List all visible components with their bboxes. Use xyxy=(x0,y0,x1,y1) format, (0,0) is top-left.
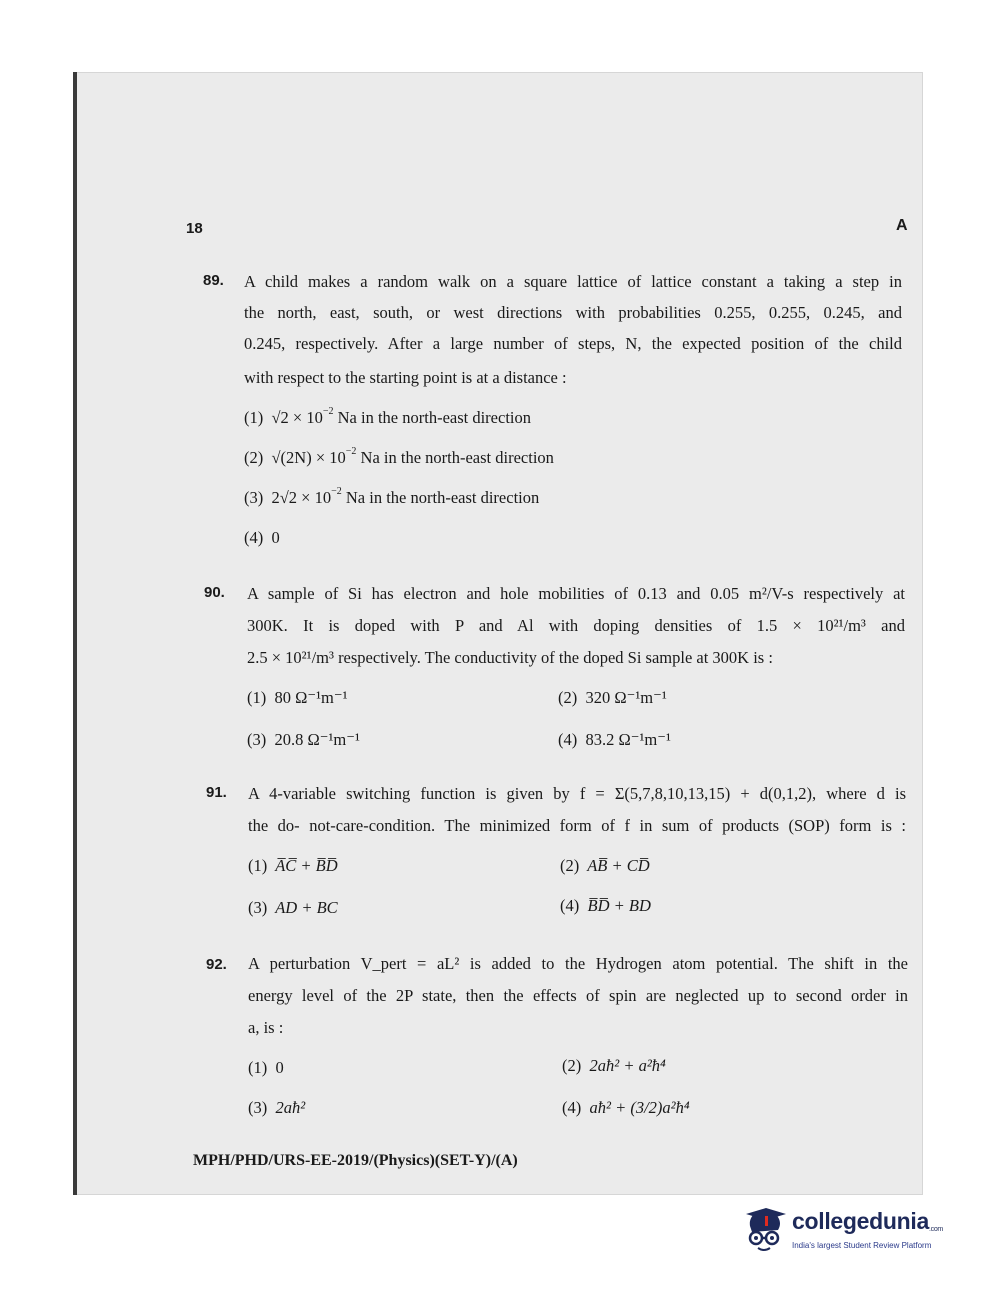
question-text-line: energy level of the 2P state, then the effects of spin are neglected up to second order in xyxy=(248,986,908,1005)
option-label: (4) xyxy=(562,1098,582,1117)
option-text: 0 xyxy=(271,528,280,547)
option xyxy=(247,730,360,750)
mascot-icon xyxy=(740,1204,790,1256)
question-number: 91. xyxy=(206,784,227,801)
option-label: (3) xyxy=(248,898,268,917)
option xyxy=(562,1056,666,1076)
option-text: 2aħ² xyxy=(275,1098,306,1117)
option-label: (2) xyxy=(562,1056,582,1075)
option-label: (3) xyxy=(244,488,264,507)
option-text: 80 Ω⁻¹m⁻¹ xyxy=(274,688,348,707)
option xyxy=(244,448,554,468)
brand-name-text: collegedunia xyxy=(792,1208,929,1234)
option-label: (1) xyxy=(248,856,268,875)
option xyxy=(560,896,651,916)
option xyxy=(560,856,650,876)
option xyxy=(244,408,531,428)
option-text: 320 Ω⁻¹m⁻¹ xyxy=(585,688,667,707)
question-text-line: A 4-variable switching function is given by f = Σ(5,7,8,10,13,15) + d(0,1,2), where d is xyxy=(248,784,906,803)
option-text: $2√2 \times 10^{-2}$ Na in the north-east direction xyxy=(271,486,540,507)
question-text-line: a, is : xyxy=(248,1018,284,1037)
option-text: 2aħ² + a²ħ⁴ xyxy=(589,1056,666,1075)
question-text-line: 2.5 × 10²¹/m³ respectively. The conductivity of the doped Si sample at 300K is : xyxy=(247,648,773,667)
collegedunia-logo[interactable] xyxy=(740,1204,960,1264)
option-text: 0 xyxy=(275,1058,284,1077)
option xyxy=(247,688,348,708)
option-label: (3) xyxy=(248,1098,268,1117)
option-label: (1) xyxy=(247,688,267,707)
option xyxy=(248,898,338,918)
question-text-line: the do- not-care-condition. The minimized form of f in sum of products (SOP) form is : xyxy=(248,816,906,835)
question-text-line: 0.245, respectively. After a large number of steps, N, the expected position of the child xyxy=(244,334,902,353)
question-text-line: the north, east, south, or west directions with probabilities 0.255, 0.255, 0.245, and xyxy=(244,303,902,322)
option xyxy=(562,1098,690,1118)
option-label: (2) xyxy=(558,688,578,707)
brand-name xyxy=(792,1208,943,1235)
option-text: $√(2N) \times 10^{-2}$ Na in the north-east direction xyxy=(271,446,554,467)
option-label: (1) xyxy=(244,408,264,427)
option xyxy=(248,856,338,876)
brand-tagline: India's largest Student Review Platform xyxy=(792,1241,932,1250)
option xyxy=(244,528,280,548)
option-label: (2) xyxy=(560,856,580,875)
option-text: B̅D̅ + BD xyxy=(587,896,651,915)
option-label: (2) xyxy=(244,448,264,467)
option xyxy=(248,1058,284,1078)
question-text-line: 300K. It is doped with P and Al with doping densities of 1.5 × 10²¹/m³ and xyxy=(247,616,905,635)
option-text: 83.2 Ω⁻¹m⁻¹ xyxy=(585,730,671,749)
question-number: 92. xyxy=(206,956,227,973)
option-text: A̅C̅ + B̅D̅ xyxy=(275,856,338,875)
option xyxy=(244,488,539,508)
option-text: AD + BC xyxy=(275,898,338,917)
question-number: 90. xyxy=(204,584,225,601)
option-label: (1) xyxy=(248,1058,268,1077)
option-text: 20.8 Ω⁻¹m⁻¹ xyxy=(274,730,360,749)
page-number: 18 xyxy=(186,220,203,237)
question-text-line: A perturbation V_pert = aL² is added to the Hydrogen atom potential. The shift in the xyxy=(248,954,908,973)
paper-code-footer: MPH/PHD/URS-EE-2019/(Physics)(SET-Y)/(A) xyxy=(193,1152,518,1169)
option-label: (4) xyxy=(558,730,578,749)
brand-suffix: .com xyxy=(928,1226,943,1233)
option xyxy=(558,688,667,708)
question-text-line: A sample of Si has electron and hole mobilities of 0.13 and 0.05 m²/V-s respectively at xyxy=(247,584,905,603)
option xyxy=(248,1098,305,1118)
question-number: 89. xyxy=(203,272,224,289)
option-label: (3) xyxy=(247,730,267,749)
option-label: (4) xyxy=(244,528,264,547)
option-label: (4) xyxy=(560,896,580,915)
question-text-line: A child makes a random walk on a square lattice of lattice constant a taking a step in xyxy=(244,272,902,291)
option-text: AB̅ + CD̅ xyxy=(587,856,650,875)
option-text: $√2 \times 10^{-2}$ Na in the north-east direction xyxy=(271,406,531,427)
scan-edge xyxy=(73,72,77,1195)
option-text: aħ² + (3/2)a²ħ⁴ xyxy=(589,1098,690,1117)
question-text-line: with respect to the starting point is at a distance : xyxy=(244,368,567,387)
set-letter: A xyxy=(896,217,908,234)
option xyxy=(558,730,671,750)
